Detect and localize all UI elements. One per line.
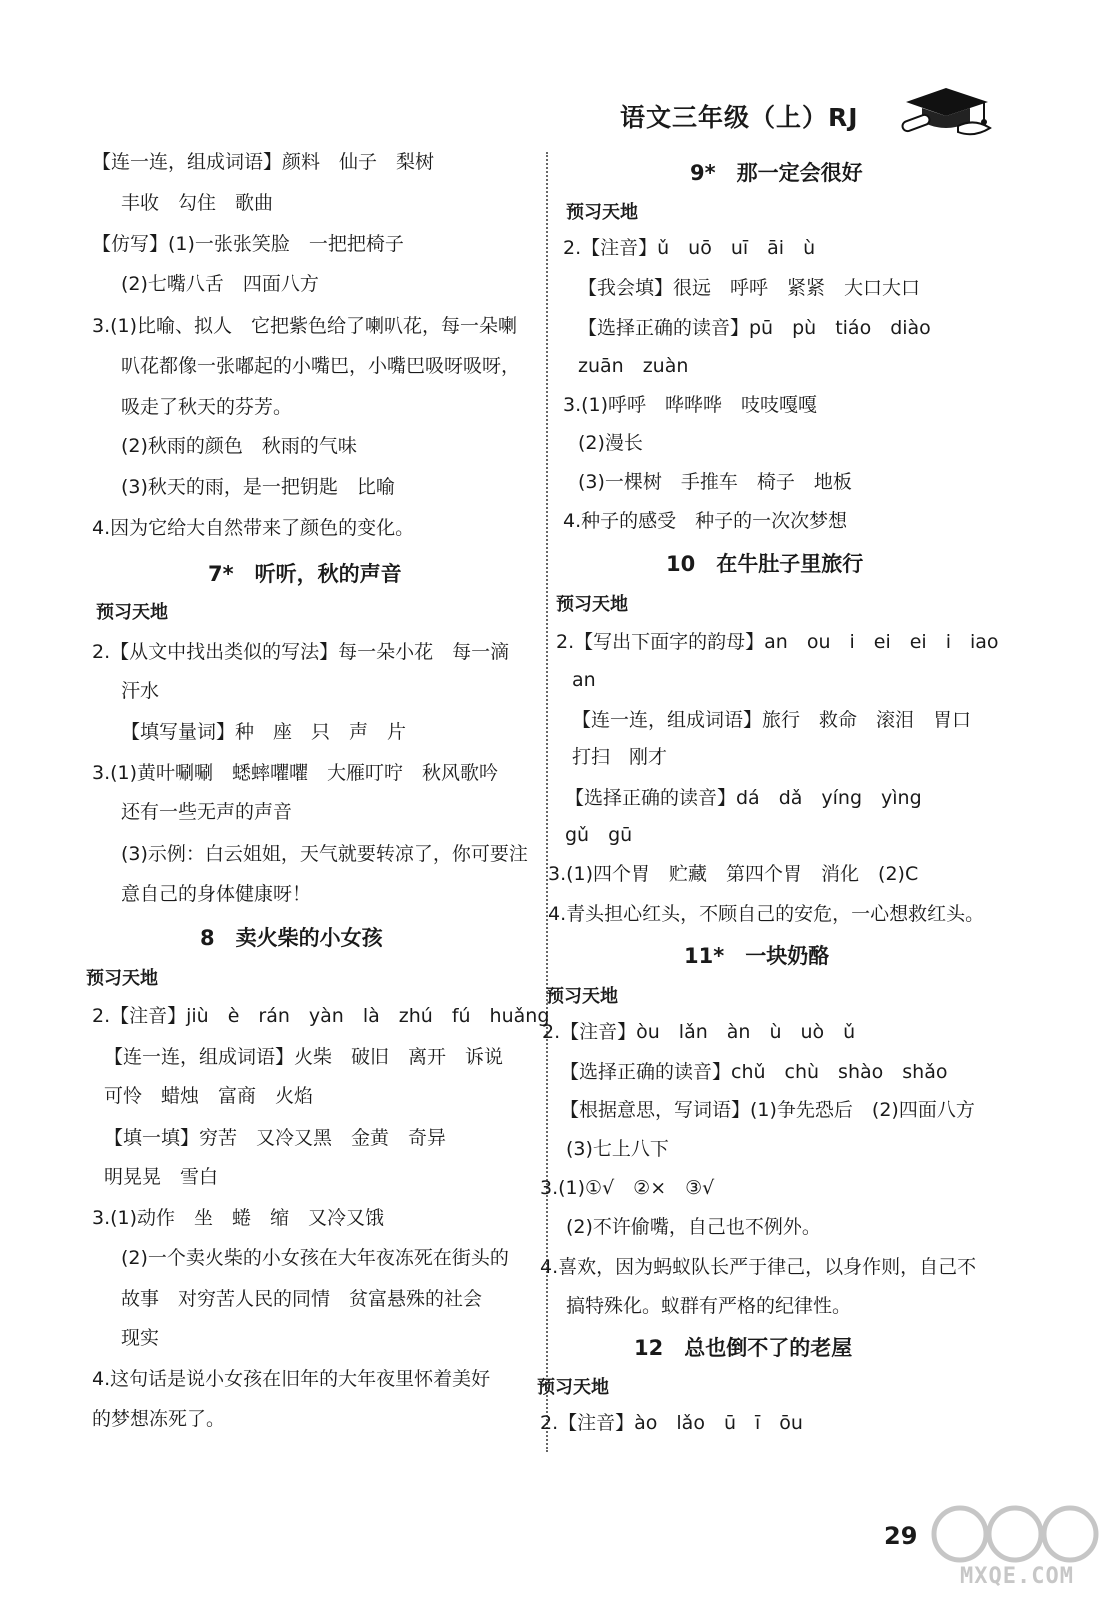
answer-line: gǔ gū [565,824,633,846]
page-title: 语文三年级（上）RJ [620,103,859,132]
answer-line: 4.这句话是说小女孩在旧年的大年夜里怀着美好 [92,1368,491,1390]
answer-line: 明晃晃 雪白 [104,1166,219,1188]
answer-line: zuān zuàn [578,355,689,377]
lesson-title: 8 卖火柴的小女孩 [200,926,383,950]
answer-line: 4.喜欢，因为蚂蚁队长严于律己，以身作则，自己不 [540,1256,977,1278]
watermark-icon [920,1500,1110,1570]
answer-line: 还有一些无声的声音 [121,801,293,823]
lesson-title: 11* 一块奶酪 [684,944,830,968]
answer-line: 3.(1)比喻、拟人 它把紫色给了喇叭花，每一朵喇 [92,315,518,337]
answer-line: (2)七嘴八舌 四面八方 [121,273,319,295]
answer-line: 4.种子的感受 种子的一次次梦想 [563,510,848,532]
answer-line: 【填写量词】种 座 只 声 片 [121,721,407,743]
answer-line: 可怜 蜡烛 富商 火焰 [104,1085,314,1107]
answer-line: 4.青头担心红头，不顾自己的安危，一心想救红头。 [548,903,985,925]
preview-heading: 预习天地 [566,202,638,223]
answer-line: 2.【注音】òu lǎn àn ù uò ǔ [542,1021,856,1043]
answer-line: (3)一棵树 手推车 椅子 地板 [578,471,852,493]
answer-line: 现实 [121,1327,160,1349]
answer-line: 吸走了秋天的芬芳。 [121,396,293,418]
watermark-text: MXQE.COM [960,1564,1074,1589]
answer-line: (3)示例：白云姐姐，天气就要转凉了，你可要注 [121,843,528,865]
answer-line: 【连一连，组成词语】颜料 仙子 梨树 [92,151,435,173]
watermark-logo [920,1500,1110,1592]
answer-line: 【选择正确的读音】chǔ chù shào shǎo [560,1061,948,1083]
answer-line: 叭花都像一张嘟起的小嘴巴，小嘴巴吸呀吸呀， [121,355,521,377]
answer-line: 【选择正确的读音】dá dǎ yíng yìng [565,787,922,809]
answer-line: 2.【从文中找出类似的写法】每一朵小花 每一滴 [92,641,510,663]
answer-line: 【连一连，组成词语】火柴 破旧 离开 诉说 [104,1046,504,1068]
answer-line: 【根据意思，写词语】(1)争先恐后 (2)四面八方 [560,1099,975,1121]
preview-heading: 预习天地 [556,594,628,615]
lesson-title: 10 在牛肚子里旅行 [666,552,864,576]
answer-line: (2)一个卖火柴的小女孩在大年夜冻死在街头的 [121,1247,509,1269]
answer-line: (2)不许偷嘴，自己也不例外。 [566,1216,821,1238]
answer-line: (2)漫长 [578,432,643,454]
answer-line: 【填一填】穷苦 又冷又黑 金黄 奇异 [104,1127,447,1149]
answer-line: 3.(1)四个胃 贮藏 第四个胃 消化 (2)C [548,863,919,885]
answer-line: 【连一连，组成词语】旅行 救命 滚泪 胃口 [572,709,972,731]
answer-line: 3.(1)动作 坐 蜷 缩 又冷又饿 [92,1207,385,1229]
lesson-title: 12 总也倒不了的老屋 [634,1336,853,1360]
answer-line: an [572,669,596,691]
lesson-title: 7* 听听，秋的声音 [208,562,402,586]
answer-line: 2.【注音】ǔ uō uī āi ù [563,237,816,259]
answer-line: (2)秋雨的颜色 秋雨的气味 [121,435,357,457]
answer-line: 2.【写出下面字的韵母】an ou i ei ei i iao [556,631,999,653]
answer-line: 故事 对穷苦人民的同情 贫富悬殊的社会 [121,1288,483,1310]
lesson-title: 9* 那一定会很好 [690,161,863,185]
answer-line: 3.(1)呼呼 哗哗哗 吱吱嘎嘎 [563,394,818,416]
graduation-cap-icon [900,82,992,140]
answer-line: 【我会填】很远 呼呼 紧紧 大口大口 [578,277,921,299]
answer-line: 【仿写】(1)一张张笑脸 一把把椅子 [92,233,404,255]
preview-heading: 预习天地 [537,1377,609,1398]
answer-line: 2.【注音】jiù è rán yàn là zhú fú huǎng [92,1005,550,1027]
answer-line: 4.因为它给大自然带来了颜色的变化。 [92,517,415,539]
answer-line: 汗水 [121,680,160,702]
answer-line: (3)秋天的雨，是一把钥匙 比喻 [121,476,395,498]
answer-line: (3)七上八下 [566,1138,669,1160]
answer-line: 的梦想冻死了。 [92,1408,226,1430]
preview-heading: 预习天地 [86,968,158,989]
answer-line: 搞特殊化。蚁群有严格的纪律性。 [566,1295,852,1317]
answer-line: 打扫 刚才 [572,746,668,768]
answer-line: 3.(1)黄叶唰唰 蟋蟀㘗㘗 大雁叮咛 秋风歌吟 [92,762,499,784]
answer-line: 意自己的身体健康呀！ [121,883,312,905]
answer-line: 3.(1)①√ ②× ③√ [540,1177,715,1199]
preview-heading: 预习天地 [546,986,618,1007]
preview-heading: 预习天地 [96,602,168,623]
answer-line: 2.【注音】ào lǎo ū ī ōu [540,1412,803,1434]
answer-line: 【选择正确的读音】pū pù tiáo diào [578,317,931,339]
answer-line: 丰收 勾住 歌曲 [121,192,274,214]
page-number: 29 [884,1522,918,1550]
